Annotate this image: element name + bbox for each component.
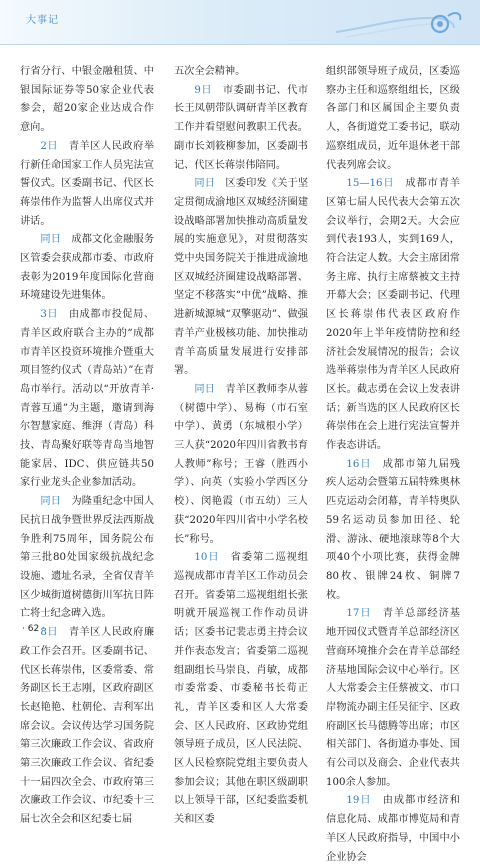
entry-text: 市委副书记、代市长王凤朝带队调研青羊区教育工作并看望慰问教职工代表。副市长刘筱柳参加，区委副书记、代区长蒋崇伟陪同。 bbox=[174, 84, 309, 171]
entry-date: 3日 bbox=[40, 309, 59, 321]
entry-paragraph bbox=[20, 306, 154, 493]
entry-paragraph bbox=[20, 231, 154, 306]
entry-text: 区委印发《关于坚定贯彻成渝地区双城经济圈建设战略部署加快推动高质量发展的实施意见》，对贯彻落实党中央国务院关于推进成渝地区双城经济圈建设战略部署、坚定不移落实“中优”战略、推进新城源城“双擎驱动”、做强青羊产业极核功能、加快推动青羊高质量发展进行安排部署。 bbox=[174, 178, 309, 377]
entry-date: 同日 bbox=[40, 496, 62, 508]
entry-paragraph bbox=[326, 175, 460, 456]
entry-text: 省委第二巡视组巡视成都市青羊区工作动员会召开。省委第二巡视组组长张明就开展巡视工作作动员讲话；区委书记裴志勇主持会议并作表态发言；省委第二巡视组副组长马崇良、肖敏，成都市委常委、市委秘书长荀正礼，青羊区委和区人大常委会、区人民政府、区政协党组领导班子成员，区人民法院、区人民检察院党组主要负责人参加会议；其他在职区级副职以上领导干部，区纪委监委机关和区委 bbox=[174, 552, 308, 826]
entry-text: 行省分行、中银金融租赁、中银国际证券等50家企业代表参会，超20家企业达成合作意向。 bbox=[20, 66, 154, 134]
entry-paragraph bbox=[326, 605, 460, 792]
entry-date: 2日 bbox=[40, 140, 59, 152]
entry-paragraph bbox=[326, 792, 460, 867]
entry-paragraph bbox=[174, 549, 308, 830]
entry-text: 五次全会精神。 bbox=[174, 66, 246, 77]
entry-paragraph bbox=[174, 175, 308, 381]
entry-text: 由成都市投促局、青羊区政府联合主办的“成都市青羊区投资环境推介暨重大项目签约仪式（青岛站）”在青岛市举行。活动以“开放青羊·青蓉互通”为主题，邀请到海尔智慧家庭、维湃（青岛）科技、青岛聚好联等青岛当地智能家居、IDC、供应链共50家行业龙头企业参加活动。 bbox=[20, 309, 155, 489]
entry-date: 9日 bbox=[194, 84, 213, 96]
wave-ornament-icon bbox=[336, 4, 466, 40]
entry-paragraph bbox=[174, 63, 308, 82]
entry-date: 16日 bbox=[346, 458, 372, 470]
entry-date: 15—16日 bbox=[346, 178, 395, 190]
entry-date: 10日 bbox=[194, 552, 220, 564]
entry-paragraph bbox=[20, 138, 154, 232]
text-column-2 bbox=[174, 63, 308, 830]
entry-date: 8日 bbox=[40, 627, 59, 639]
entry-paragraph bbox=[20, 493, 154, 624]
entry-text: 青羊区人民政府廉政工作会召开。区委副书记、代区长蒋崇伟，区委常委、常务副区长王志刚，区政府副区长赵艳艳、杜朝伦、吉利军出席会议。会议传达学习国务院第三次廉政工作会议、省政府第三次廉政工作会议、省纪委十一届四次全会、市政府第三次廉政工作会议、市纪委十三届七次全会和区纪委七届 bbox=[20, 627, 155, 826]
entry-date: 19日 bbox=[346, 795, 372, 807]
entry-text: 青羊区教师李从蓉（树德中学）、易梅（市石室中学）、黄勇（东城根小学）三人获“2020年四川省教书育人教师”称号；王睿（胜西小学）、向英（实验小学西区分校）、闵艳霞（市五幼）三人获“2020年四川省中小学名校长”称号。 bbox=[174, 383, 309, 545]
entry-paragraph bbox=[20, 624, 154, 830]
entry-text: 组织部领导班子成员，区委巡察办主任和巡察组组长，区级各部门和区属国企主要负责人，各街道党工委书记，联动巡察组成员，近年退休老干部代表列席会议。 bbox=[326, 66, 460, 171]
entry-text: 成都文化金融服务区管委会获成都市委、市政府表彰为2019年度国际化营商环境建设先进集体。 bbox=[20, 234, 155, 302]
text-column-1 bbox=[20, 63, 154, 830]
entry-text: 成都市青羊区第七届人民代表大会第五次会议举行，会期2天。大会应到代表193人，实到169人，符合法定人数。大会主席团常务主席、执行主席蔡被文主持开幕大会；区委副书记、代理区长蒋崇伟代表区政府作2020年上半年疫情防控和经济社会发展情况的报告；会议选举蒋崇伟为青羊区人民政府区长。截志勇在会议上发表讲话；新当选的区人民政府区长蒋崇伟在会上进行宪法宣誓并作表态讲话。 bbox=[326, 178, 461, 452]
entry-text: 成都市第九届残疾人运动会暨第五届特殊奥林匹克运动会闭幕，青羊特奥队59名运动员参加田径、轮滑、游泳、硬地滚球等8个大项40个小项比赛，获得金牌80枚、银牌24枚、铜牌7枚。 bbox=[326, 458, 460, 601]
entry-paragraph bbox=[326, 63, 460, 175]
section-title: 大事记 bbox=[26, 15, 59, 26]
entry-text: 青羊区人民政府举行新任命国家工作人员宪法宣誓仪式。区委副书记、代区长蒋崇伟作为监誓人出席仪式并讲话。 bbox=[20, 140, 155, 227]
entry-date: 同日 bbox=[40, 234, 62, 246]
entry-paragraph bbox=[174, 381, 308, 549]
entry-paragraph bbox=[20, 63, 154, 138]
entry-paragraph bbox=[326, 456, 460, 606]
entry-date: 17日 bbox=[346, 608, 372, 620]
page-header bbox=[0, 0, 480, 45]
page-number: · 62 · bbox=[22, 624, 45, 634]
entry-text: 青羊总部经济基地开园仪式暨青羊总部经济区营商环境推介会在青羊总部经济基地国际会议中心举行。区人大常委会主任蔡被文、市口岸物流办副主任吴征宇、区政府副区长马德腾等出席；市区相关部门、各街道办事处、国有公司以及商会、企业代表共100余人参加。 bbox=[326, 608, 460, 788]
entry-paragraph bbox=[174, 82, 308, 176]
entry-text: 由成都市经济和信息化局、成都市博览局和青羊区人民政府指导，中国中小企业协会 bbox=[326, 795, 460, 863]
entry-date: 同日 bbox=[194, 178, 216, 190]
entry-date: 同日 bbox=[194, 383, 216, 395]
text-column-3 bbox=[326, 63, 460, 867]
entry-text: 为隆重纪念中国人民抗日战争暨世界反法西斯战争胜利75周年，国务院公布第三批80处国家级抗战纪念设施、遗址名录，全省仅青羊区少城街道树德街川军抗日阵亡将士纪念碑入选。 bbox=[20, 496, 155, 620]
